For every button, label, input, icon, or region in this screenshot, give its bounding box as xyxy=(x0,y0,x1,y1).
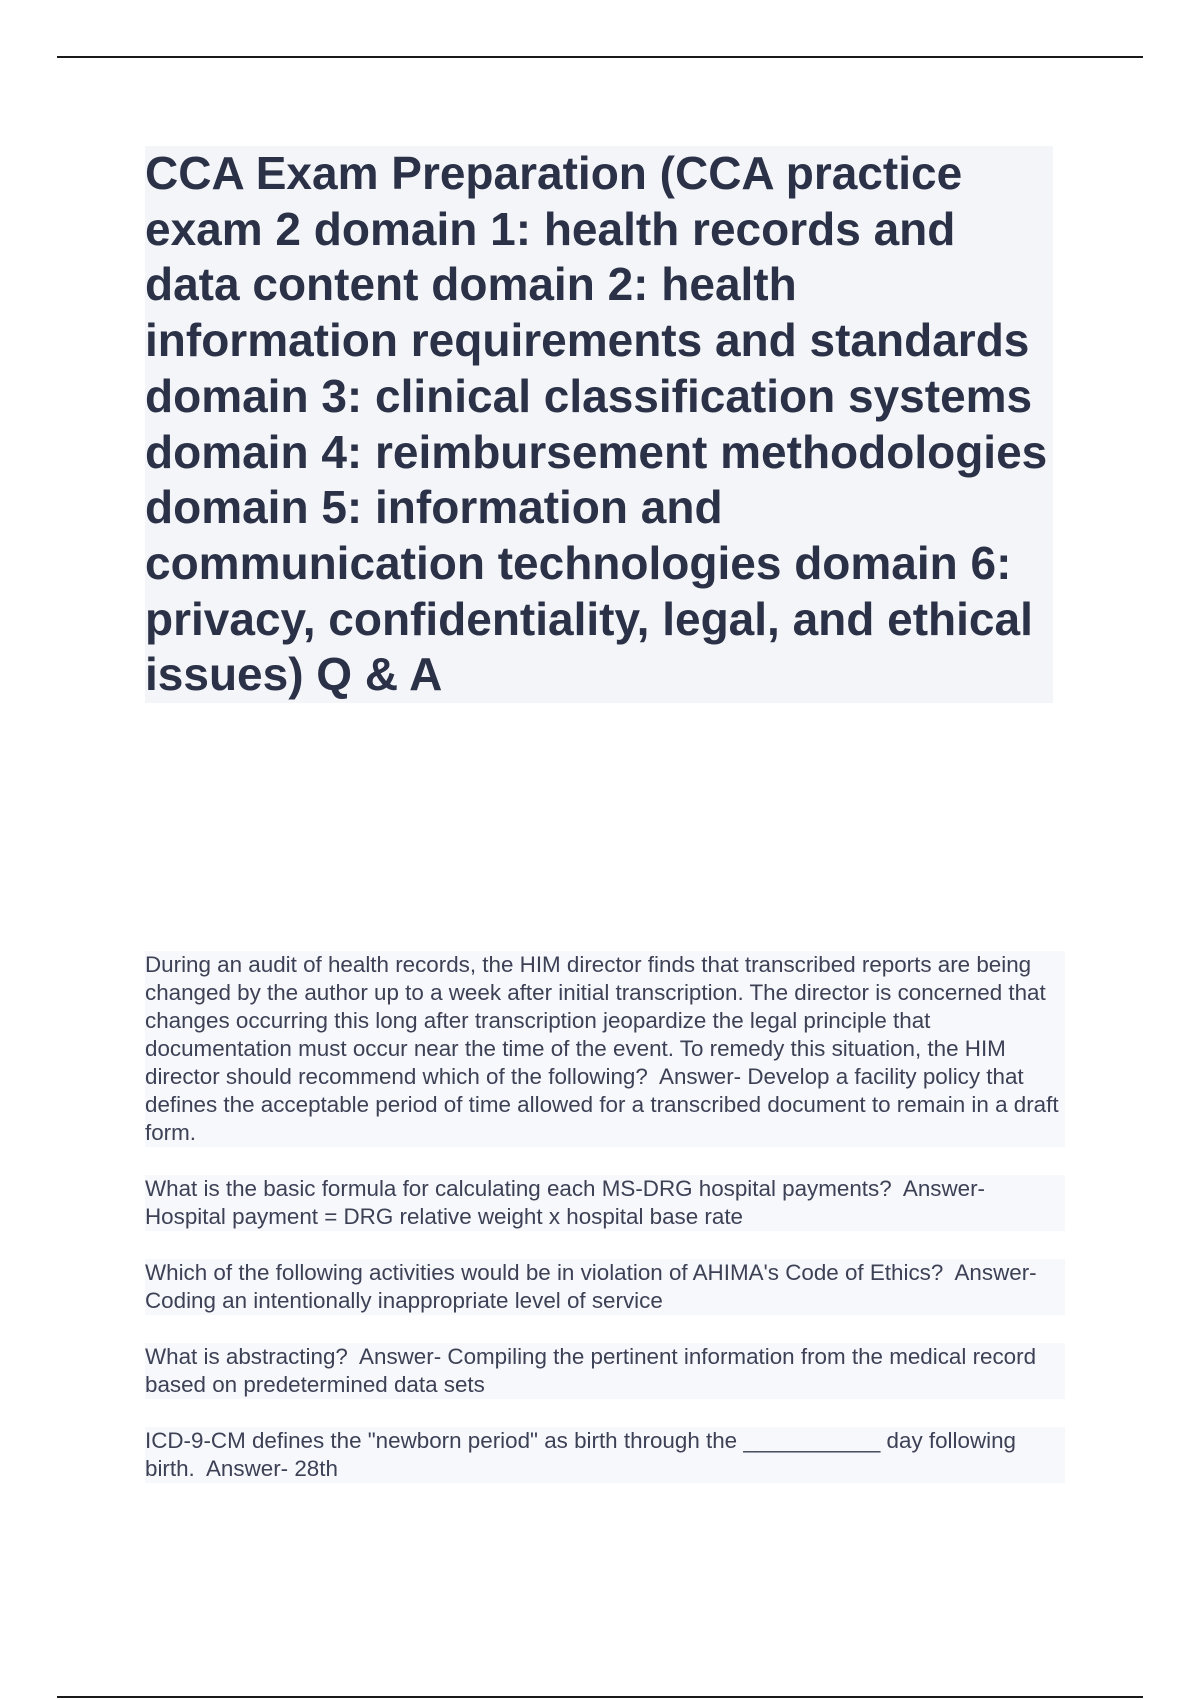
qa-item: What is the basic formula for calculating each MS-DRG hospital payments? Answer- Hospital payment = DRG relative weight x hospital base rate xyxy=(145,1175,1065,1231)
qa-list xyxy=(145,951,1065,1511)
qa-item: Which of the following activities would be in violation of AHIMA's Code of Ethics? Answer- Coding an intentionally inappropriate level of service xyxy=(145,1259,1065,1315)
bottom-rule xyxy=(57,1696,1143,1698)
title-block xyxy=(145,146,1053,703)
document-title: CCA Exam Preparation (CCA practice exam 2 domain 1: health records and data content domain 2: health information requirements and standards domain 3: clinical classification systems domain 4: reimbursement methodologies domain 5: information and communication technologies domain 6: privacy, confidentiality, legal, and ethical issues) Q & A xyxy=(145,147,1048,701)
qa-item: What is abstracting? Answer- Compiling the pertinent information from the medical record based on predetermined data sets xyxy=(145,1343,1065,1399)
top-rule xyxy=(57,56,1143,58)
qa-item: ICD-9-CM defines the "newborn period" as birth through the ___________ day following birth. Answer- 28th xyxy=(145,1427,1065,1483)
qa-item: During an audit of health records, the HIM director finds that transcribed reports are being changed by the author up to a week after initial transcription. The director is concerned that changes occurring this long after transcription jeopardize the legal principle that documentation must occur near the time of the event. To remedy this situation, the HIM director should recommend which of the following? Answer- Develop a facility policy that defines the acceptable period of time allowed for a transcribed document to remain in a draft form. xyxy=(145,952,1065,1145)
